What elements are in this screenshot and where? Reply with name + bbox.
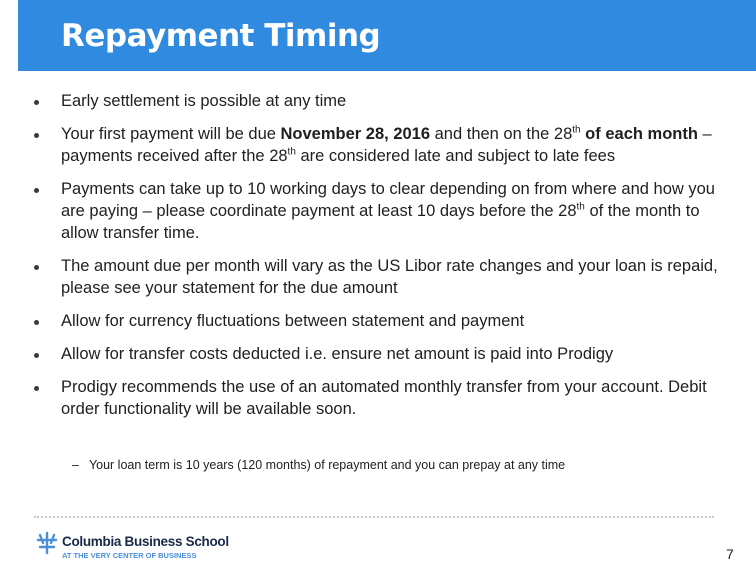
bullet-dot-icon (34, 265, 39, 270)
bullet-dot-icon (34, 188, 39, 193)
bullet-dot-icon (34, 133, 39, 138)
bullet-item (34, 123, 724, 167)
bullet-dot-icon (34, 100, 39, 105)
bullet-text: of the month to allow transfer time. (61, 202, 700, 242)
bullet-text: Your first payment will be due (61, 125, 281, 143)
crown-icon (36, 531, 58, 555)
bullet-text: Payments can take up to 10 working days to clear depending on from where and how you are paying – please coordinate payment at least 10 days before the 28 (61, 180, 715, 220)
bullet-dot-icon (34, 386, 39, 391)
bullet-item (34, 310, 724, 332)
sub-bullet-text: Your loan term is 10 years (120 months) of repayment and you can prepay at any time (88, 458, 566, 472)
page-number: 7 (726, 546, 734, 562)
slide-title: Repayment Timing (61, 18, 381, 54)
bullet-text: – payments received after the 28 (61, 125, 712, 165)
bold-phrase: of each month (580, 125, 698, 143)
logo-tagline: AT THE VERY CENTER OF BUSINESS (62, 551, 197, 560)
sub-bullet-dash: – (72, 458, 79, 472)
bullet-list (34, 90, 724, 420)
bullet-text: The amount due per month will vary as the US Libor rate changes and your loan is repaid, please see your statement for the due amount (61, 257, 718, 297)
sub-bullet (72, 458, 565, 472)
bullet-text: are considered late and subject to late fees (295, 147, 616, 165)
bullet-item (34, 178, 724, 244)
logo-name: Columbia Business School (62, 534, 229, 549)
bullet-item (34, 90, 724, 112)
bullet-text: Allow for currency fluctuations between statement and payment (61, 312, 525, 330)
due-date: November 28, 2016 (280, 125, 431, 143)
title-bar (18, 0, 756, 71)
ordinal-suffix: th (572, 124, 581, 136)
bullet-item (34, 343, 724, 365)
bullet-dot-icon (34, 320, 39, 325)
bullet-text: and then on the 28 (430, 125, 573, 143)
ordinal-suffix: th (287, 146, 296, 158)
bullet-dot-icon (34, 353, 39, 358)
footer-divider (34, 516, 714, 518)
columbia-logo (36, 531, 229, 560)
bullet-item (34, 376, 724, 420)
bullet-text: Early settlement is possible at any time (61, 92, 347, 110)
ordinal-suffix: th (576, 201, 585, 213)
bullet-text: Allow for transfer costs deducted i.e. ensure net amount is paid into Prodigy (61, 345, 614, 363)
bullet-text: Prodigy recommends the use of an automated monthly transfer from your account. Debit order functionality will be available soon. (61, 378, 707, 418)
bullet-item (34, 255, 724, 299)
